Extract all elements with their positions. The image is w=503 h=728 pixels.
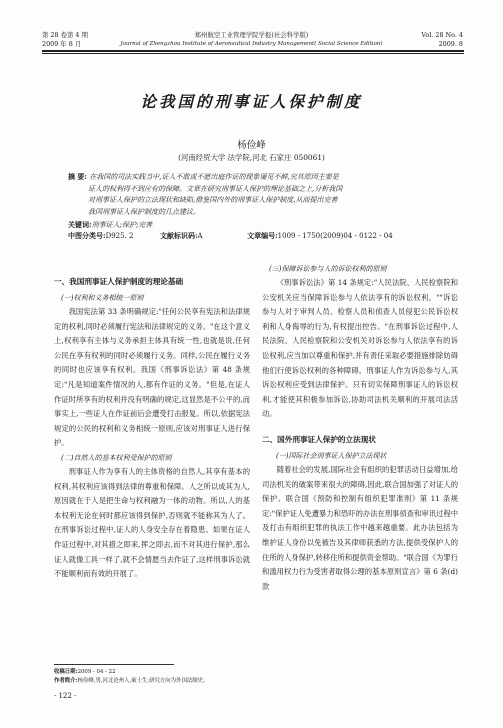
header-rule-thin	[42, 53, 464, 54]
subheading-2: (二)自然人的基本权利受保护的原则	[61, 453, 172, 462]
page-number: · 122 ·	[54, 692, 77, 700]
keywords-value: 刑事证人;保护;完善	[91, 221, 153, 229]
article-title: 论我国的刑事证人保护制度	[140, 92, 363, 111]
subheading-4: (一)国际社会刑事证人保护立法现状	[276, 451, 387, 460]
paragraph-1: 我国宪法第 33 条明确规定:"任何公民享有宪法和法律规定的权利,同时必须履行宪法和法律规定的义务。"在这个意义上,权利享有主体与义务承担主体具有统一性,也就是说,任何公民在享有权利的同时必须履行义务。同样,公民在履行义务的同时也应该享有权利。我国《刑事诉讼法》第 48 条规定:"凡是知道案件情况的人,都有作证的义务。"但是,在证人作证时所享有的权利并没有明确的规定,这显然是不公平的,而事实上,一些证人在作证前后会遭受打击报复。所以,依据宪法规定的公民的权利和义务相统一原则,应该对刑事证人进行保护。	[54, 307, 250, 448]
article-affiliation: (河南经贸大学 法学院,河北 石家庄 050061)	[178, 153, 325, 162]
abstract-line-2: 证人的权利得不到应有的保障。文章在研究刑事证人保护的理论基础之上,分析我国	[88, 184, 343, 193]
subheading-1: (一)权利和义务相统一原则	[61, 294, 144, 302]
section-heading-1: 一、我国刑事证人保护制度的理论基础	[54, 277, 184, 286]
header-vol-issue-cn: 第 28 卷第 4 期	[42, 31, 88, 39]
article-no-value: 1009 - 1750(2009)04 - 0122 - 04	[277, 232, 393, 240]
received-label: 收稿日期:	[54, 669, 78, 675]
doc-code-value: A	[197, 232, 203, 240]
abstract-label: 摘 要:	[68, 172, 88, 181]
header-date-en: 2009. 8	[438, 40, 463, 48]
header-journal-cn: 郑州航空工业管理学院学报(社会科学版)	[194, 31, 309, 39]
header-journal-en: Journal of Zhengzhou Institute of Aeronautical Industry Management( Social Science Edition)	[120, 41, 383, 47]
abstract-line-1: 在我国的司法实践当中,证人不敢或不愿出庭作证的现象屡见不鲜,究其原因主要是	[89, 173, 339, 181]
author-bio: 杨俭峰,男,河北沧州人,硕士生,研究方向为外国法制史。	[77, 677, 209, 684]
paragraph-4: 随着社会的发展,国际社会有组织的犯罪活动日益增加,给司法机关的破案带来很大的障碍,因此,联合国加强了对证人的保护。联合国《预防和控制有组织犯罪准则》第 11 条规定:"保护证人免遭暴力和恐吓的办法在刑事侦查和审讯过程中及打击有组织犯罪的执法工作中越来越重要。此办法包括为维护证人身份以免被告及其律师获悉的方法,提供受保护人的住所的人身保护,转移住所和提供资金帮助。"联合国《为罪行和滥用权力行为受害者取得公理的基本原则宣言》第 6 条(d)款	[262, 464, 458, 591]
article-no-label: 文章编号:	[247, 231, 278, 240]
author-bio-label: 作者简介:	[54, 677, 78, 684]
footnote-rule	[54, 664, 174, 665]
doc-code-label: 文献标识码:	[159, 231, 198, 240]
subheading-3: (三)保障诉讼参与人的诉讼权利的原则	[269, 265, 387, 273]
clc-label: 中图分类号:	[68, 231, 106, 240]
abstract-line-4: 我国刑事证人保护制度的几点建议。	[88, 207, 200, 216]
right-column	[262, 264, 458, 594]
clc-value: D925. 2	[105, 232, 134, 240]
paragraph-3: 《刑事诉讼法》第 14 条规定:"人民法院、人民检察院和公安机关应当保障诉讼参与人依法享有的诉讼权利。""诉讼参与人对于审判人员、检察人员和侦查人员侵犯公民诉讼权利和人身侮辱的行为,有权提出控告。"在刑事诉讼过程中,人民法院、人民检察院和公安机关对诉讼参与人依法享有的诉讼权利,应当加以尊重和保护,并有责任采取必要措施排除妨碍他们行使诉讼权利的各种障碍。刑事证人作为诉讼参与人,其诉讼权利应受到法律保护。只有切实保障刑事证人的诉讼权利,才能使其积极参加诉讼,协助司法机关顺利的开展司法活动。	[262, 278, 458, 419]
keywords-label: 关键词:	[68, 220, 92, 229]
received-date: 2009 - 04 - 22	[77, 669, 116, 675]
article-author: 杨俭峰	[237, 140, 266, 151]
header-date-cn: 2009 年 8 月	[42, 40, 82, 48]
header-rule-thick	[42, 50, 464, 52]
section-heading-2: 二、国外刑事证人保护的立法现状	[262, 434, 376, 444]
abstract-line-3: 对刑事证人保护的立法现状和缺陷,借鉴国内外的刑事证人保护制度,从而提出完善	[88, 196, 338, 205]
header-vol-issue-en: Vol. 28 No. 4	[421, 31, 463, 39]
left-column	[54, 260, 250, 582]
classification-line	[68, 230, 453, 243]
paragraph-2: 刑事证人作为享有人的主体资格的自然人,其享有基本的权利,其权利应该得到法律的尊重和保障。人之所以成其为人,原因就在于人是把生命与权利融为一体的动物。所以,人的基本权利无论在何时都应该得到保护,否则就不能称其为人了。在刑事诉讼过程中,证人的人身安全存在着隐患。如果在证人作证过程中,对其措之即来,挥之即去,而不对其进行保护,那么证人就像工具一样了,就不会情愿当去作证了,这样刑事诉讼就不能顺利而有效的开展了。	[54, 466, 250, 579]
footnote	[54, 668, 254, 685]
abstract	[68, 171, 448, 218]
